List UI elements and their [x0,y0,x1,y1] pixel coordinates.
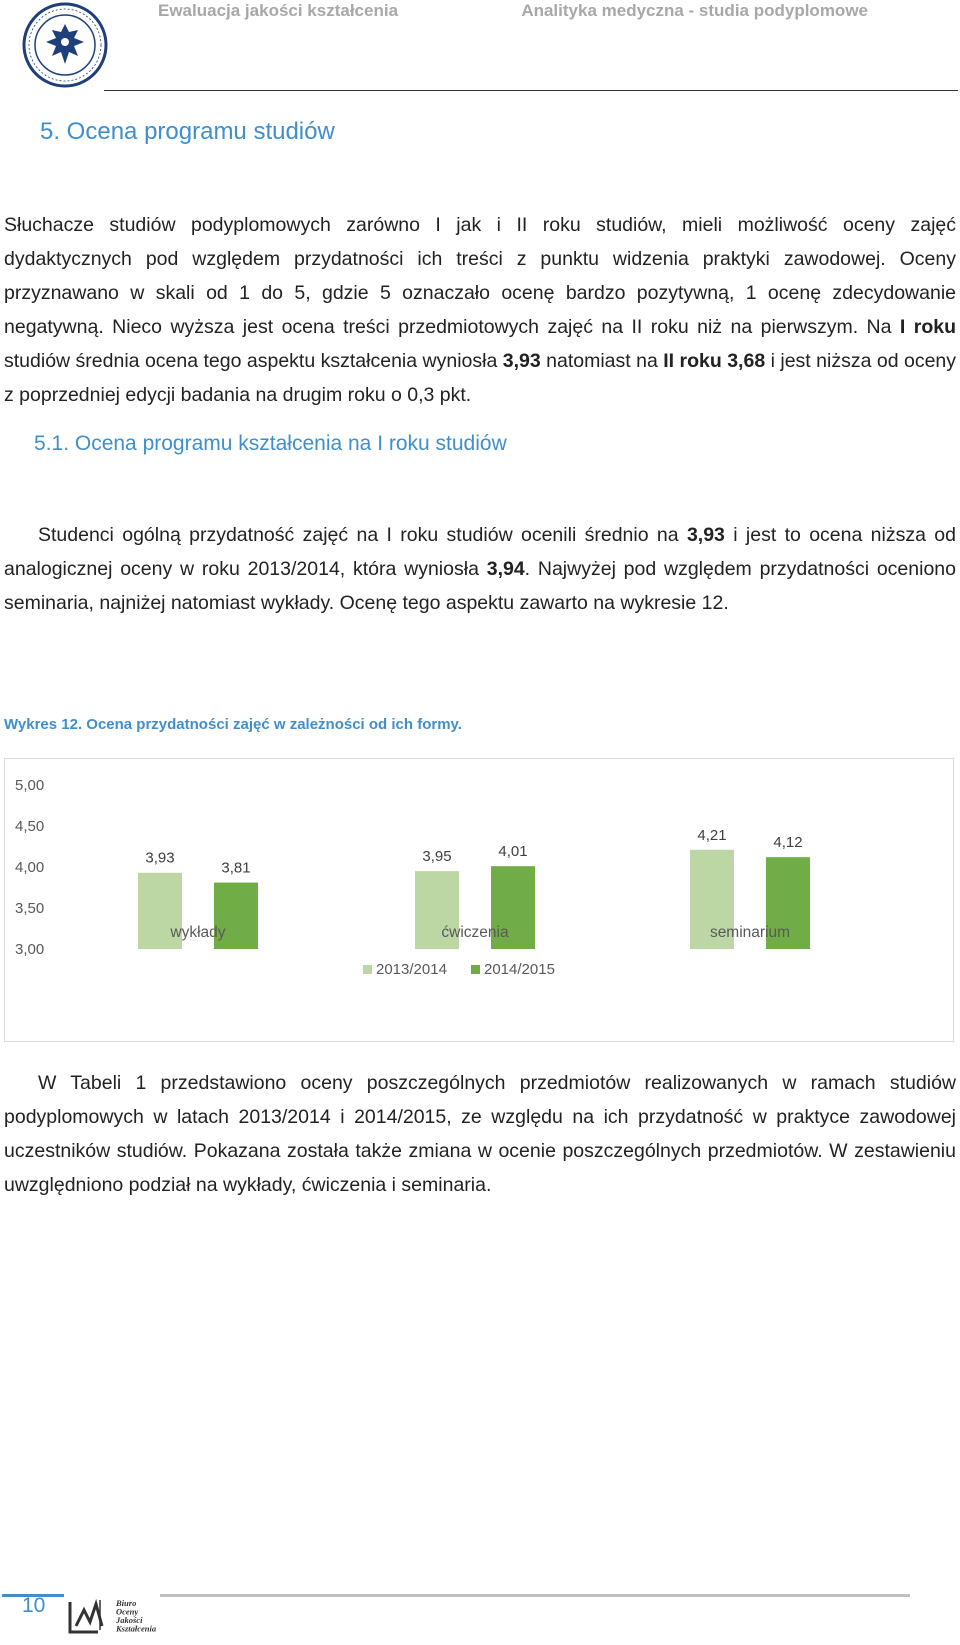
legend-swatch [471,965,480,974]
x-category-label: seminarium [709,924,791,941]
intro-paragraph [4,208,956,412]
y-tick-label: 3,50 [15,900,45,917]
assessment-text-2: i jest to ocena niższa od analogicznej oceny w roku 2013/2014, która wyniosła [4,524,956,580]
office-logo-icon [68,1596,188,1636]
intro-text-3: natomiast na [540,350,664,372]
page-header [0,0,960,92]
assessment-bold-2: 3,94 [486,558,525,580]
legend-swatch [363,965,372,974]
header-divider [104,90,958,91]
data-label: 3,81 [221,859,251,877]
intro-text-1: Słuchacze studiów podyplomowych zarówno I jak i II roku studiów, mieli możliwość oceny zajęć dydaktycznych pod względem przydatności ich treści z punktu widzenia praktyki zawodowej. Oceny przyznawano w skali od 1 do 5, gdzie 5 oznaczało ocenę bardzo pozytywną, 1 ocenę zdecydowanie negatywną. Nieco wyższa jest ocena treści przedmiotowych zajęć na II roku niż na pierwszym. Na [4,214,956,338]
x-category-label: ćwiczenia [441,924,509,941]
data-label: 3,93 [145,849,175,867]
assessment-paragraph [4,518,956,620]
header-left-title: Ewaluacja jakości kształcenia [158,1,399,20]
office-logo-text: Biuro Oceny Jakości Kształcenia [116,1598,157,1634]
legend-label: 2013/2014 [376,961,447,978]
subsection-title: 5.1. Ocena programu kształcenia na I roku studiów [34,432,507,455]
assessment-text-1: Studenci ogólną przydatność zajęć na I roku studiów ocenili średnio na [38,524,687,546]
data-label: 4,12 [773,834,803,852]
y-tick-label: 5,00 [15,777,45,794]
data-label: 4,01 [498,843,528,861]
intro-bold-3: II roku 3,68 [663,350,766,372]
section-title: 5. Ocena programu studiów [40,118,335,145]
data-label: 4,21 [697,826,727,844]
y-tick-label: 3,00 [15,941,45,958]
assessment-bold-1: 3,93 [686,524,725,546]
x-category-label: wykłady [170,924,226,941]
footer-divider [160,1594,910,1597]
table-intro-text: W Tabeli 1 przedstawiono oceny poszczególnych przedmiotów realizowanych w ramach studiów podyplomowych w latach 2013/2014 i 2014/2015, ze względu na ich przydatność w praktyce zawodowej uczestników studiów. Pokazana została także zmiana w ocenie poszczególnych przedmiotów. W zestawieniu uwzględniono podział na wykłady, ćwiczenia i seminaria. [4,1072,956,1196]
intro-bold-2: 3,93 [502,350,541,372]
table-intro-paragraph [4,1066,956,1202]
bar-chart-svg [5,759,955,1043]
assessment-text-3: . Najwyżej pod względem przydatności oceniono seminaria, najniżej natomiast wykłady. Ocenę tego aspektu zawarto na wykresie 12. [4,558,956,614]
y-tick-label: 4,50 [15,818,45,835]
bar-chart [4,758,954,1042]
figure-caption: Wykres 12. Ocena przydatności zajęć w zależności od ich formy. [4,716,462,733]
page-number: 10 [22,1594,46,1617]
header-right-title: Analityka medyczna - studia podyplomowe [521,1,868,20]
legend-label: 2014/2015 [484,961,555,978]
y-tick-label: 4,00 [15,859,45,876]
intro-bold-1: I roku [899,316,956,338]
university-seal-icon [22,2,108,88]
intro-text-4: i jest niższa od oceny z poprzedniej edycji badania na drugim roku o 0,3 pkt. [4,350,957,406]
intro-text-2: studiów średnia ocena tego aspektu kształcenia wyniosła [4,350,503,372]
data-label: 3,95 [422,848,452,866]
